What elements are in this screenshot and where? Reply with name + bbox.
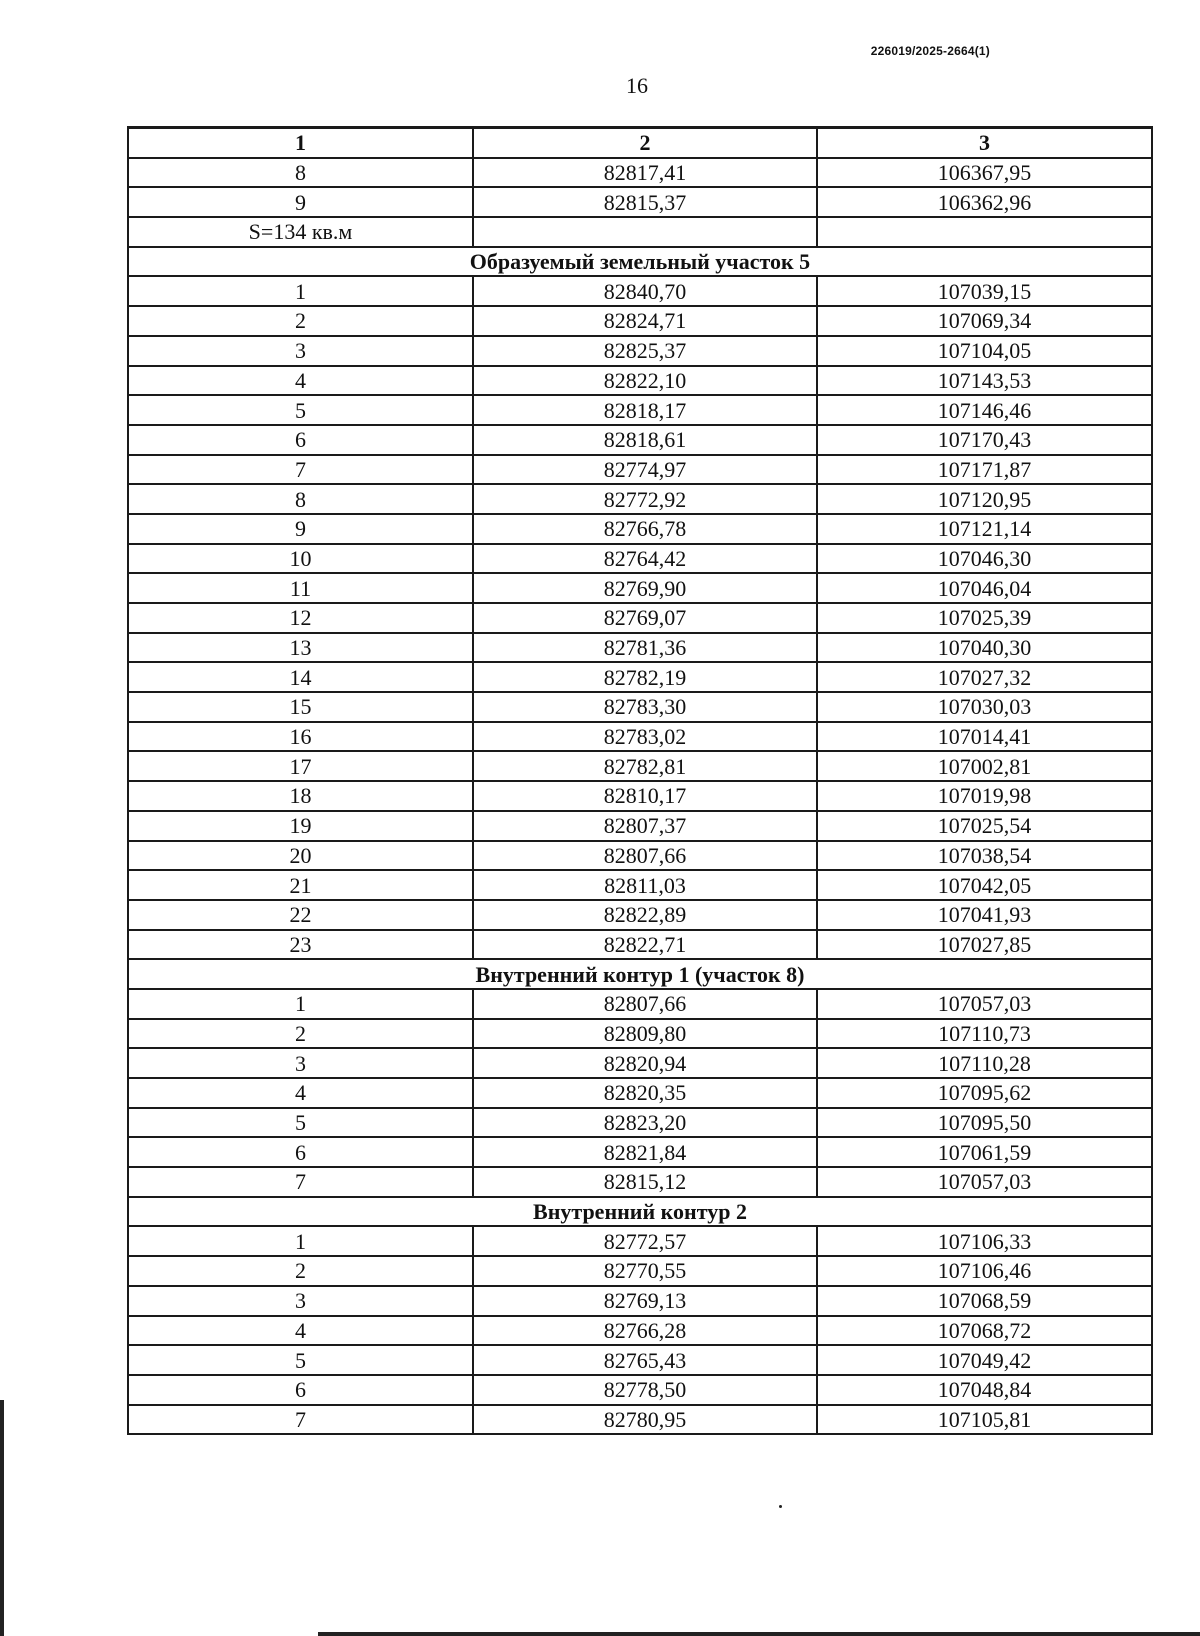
y-coordinate: 107110,28 bbox=[817, 1048, 1152, 1078]
table-row bbox=[128, 395, 1152, 425]
y-coordinate: 107046,04 bbox=[817, 573, 1152, 603]
table-row bbox=[128, 484, 1152, 514]
scan-dot bbox=[779, 1505, 782, 1508]
x-coordinate: 82818,61 bbox=[473, 425, 817, 455]
x-coordinate: 82825,37 bbox=[473, 336, 817, 366]
table-row bbox=[128, 455, 1152, 485]
x-coordinate: 82769,07 bbox=[473, 603, 817, 633]
section-title-row bbox=[128, 1197, 1152, 1227]
x-coordinate: 82815,12 bbox=[473, 1167, 817, 1197]
point-number: 12 bbox=[128, 603, 473, 633]
header-row bbox=[128, 128, 1152, 158]
y-coordinate: 107027,85 bbox=[817, 930, 1152, 960]
x-coordinate: 82780,95 bbox=[473, 1405, 817, 1435]
y-coordinate: 106362,96 bbox=[817, 187, 1152, 217]
x-coordinate: 82823,20 bbox=[473, 1108, 817, 1138]
y-coordinate: 107048,84 bbox=[817, 1375, 1152, 1405]
y-coordinate: 107104,05 bbox=[817, 336, 1152, 366]
x-coordinate: 82809,80 bbox=[473, 1019, 817, 1049]
table-row bbox=[128, 1375, 1152, 1405]
y-coordinate: 107041,93 bbox=[817, 900, 1152, 930]
point-number: 8 bbox=[128, 484, 473, 514]
x-coordinate: 82774,97 bbox=[473, 455, 817, 485]
y-coordinate: 106367,95 bbox=[817, 158, 1152, 188]
table-row bbox=[128, 1286, 1152, 1316]
x-coordinate: 82769,90 bbox=[473, 573, 817, 603]
y-coordinate: 107019,98 bbox=[817, 781, 1152, 811]
y-coordinate: 107049,42 bbox=[817, 1345, 1152, 1375]
point-number: 7 bbox=[128, 1405, 473, 1435]
x-coordinate: 82781,36 bbox=[473, 633, 817, 663]
x-coordinate: 82811,03 bbox=[473, 870, 817, 900]
x-coordinate: 82772,57 bbox=[473, 1226, 817, 1256]
table-row bbox=[128, 366, 1152, 396]
point-number: 8 bbox=[128, 158, 473, 188]
x-coordinate: 82782,81 bbox=[473, 751, 817, 781]
x-coordinate: 82783,02 bbox=[473, 722, 817, 752]
point-number: 23 bbox=[128, 930, 473, 960]
section-title: Внутренний контур 2 bbox=[128, 1197, 1152, 1227]
x-coordinate: 82766,78 bbox=[473, 514, 817, 544]
table-row bbox=[128, 811, 1152, 841]
table-row bbox=[128, 781, 1152, 811]
point-number: 2 bbox=[128, 1019, 473, 1049]
table-row bbox=[128, 514, 1152, 544]
table-row bbox=[128, 276, 1152, 306]
y-coordinate: 107120,95 bbox=[817, 484, 1152, 514]
point-number: 4 bbox=[128, 1316, 473, 1346]
table-row bbox=[128, 573, 1152, 603]
x-coordinate: 82818,17 bbox=[473, 395, 817, 425]
y-coordinate: 107105,81 bbox=[817, 1405, 1152, 1435]
point-number: 7 bbox=[128, 455, 473, 485]
y-coordinate: 107106,46 bbox=[817, 1256, 1152, 1286]
table-row bbox=[128, 1019, 1152, 1049]
coordinates-table bbox=[127, 126, 1153, 1435]
x-coordinate: 82770,55 bbox=[473, 1256, 817, 1286]
y-coordinate: 107002,81 bbox=[817, 751, 1152, 781]
x-coordinate: 82769,13 bbox=[473, 1286, 817, 1316]
point-number: 21 bbox=[128, 870, 473, 900]
document-number: 226019/2025-2664(1) bbox=[870, 44, 990, 58]
point-number: 18 bbox=[128, 781, 473, 811]
y-coordinate: 107040,30 bbox=[817, 633, 1152, 663]
y-coordinate: 107061,59 bbox=[817, 1137, 1152, 1167]
empty-cell bbox=[817, 217, 1152, 247]
area-label: S=134 кв.м bbox=[128, 217, 473, 247]
point-number: 6 bbox=[128, 425, 473, 455]
y-coordinate: 107014,41 bbox=[817, 722, 1152, 752]
point-number: 3 bbox=[128, 336, 473, 366]
x-coordinate: 82840,70 bbox=[473, 276, 817, 306]
coordinates-table-body bbox=[128, 128, 1152, 1435]
point-number: 4 bbox=[128, 366, 473, 396]
y-coordinate: 107143,53 bbox=[817, 366, 1152, 396]
y-coordinate: 107046,30 bbox=[817, 544, 1152, 574]
column-header-x: 2 bbox=[473, 128, 817, 158]
table-row bbox=[128, 306, 1152, 336]
x-coordinate: 82807,37 bbox=[473, 811, 817, 841]
point-number: 1 bbox=[128, 989, 473, 1019]
point-number: 16 bbox=[128, 722, 473, 752]
table-row bbox=[128, 930, 1152, 960]
table-row bbox=[128, 722, 1152, 752]
table-row bbox=[128, 870, 1152, 900]
point-number: 9 bbox=[128, 514, 473, 544]
point-number: 22 bbox=[128, 900, 473, 930]
section-title: Внутренний контур 1 (участок 8) bbox=[128, 959, 1152, 989]
x-coordinate: 82822,89 bbox=[473, 900, 817, 930]
table-row bbox=[128, 633, 1152, 663]
point-number: 9 bbox=[128, 187, 473, 217]
x-coordinate: 82764,42 bbox=[473, 544, 817, 574]
table-row bbox=[128, 1078, 1152, 1108]
table-row bbox=[128, 187, 1152, 217]
x-coordinate: 82766,28 bbox=[473, 1316, 817, 1346]
table-row bbox=[128, 603, 1152, 633]
table-row bbox=[128, 1256, 1152, 1286]
point-number: 15 bbox=[128, 692, 473, 722]
y-coordinate: 107025,39 bbox=[817, 603, 1152, 633]
table-row bbox=[128, 1137, 1152, 1167]
x-coordinate: 82782,19 bbox=[473, 662, 817, 692]
x-coordinate: 82820,94 bbox=[473, 1048, 817, 1078]
point-number: 1 bbox=[128, 276, 473, 306]
y-coordinate: 107069,34 bbox=[817, 306, 1152, 336]
y-coordinate: 107042,05 bbox=[817, 870, 1152, 900]
scan-edge-left bbox=[0, 1400, 4, 1636]
y-coordinate: 107025,54 bbox=[817, 811, 1152, 841]
y-coordinate: 107027,32 bbox=[817, 662, 1152, 692]
point-number: 10 bbox=[128, 544, 473, 574]
table-row bbox=[128, 1405, 1152, 1435]
y-coordinate: 107121,14 bbox=[817, 514, 1152, 544]
y-coordinate: 107110,73 bbox=[817, 1019, 1152, 1049]
y-coordinate: 107171,87 bbox=[817, 455, 1152, 485]
x-coordinate: 82822,71 bbox=[473, 930, 817, 960]
table-row bbox=[128, 841, 1152, 871]
table-row bbox=[128, 900, 1152, 930]
point-number: 5 bbox=[128, 1108, 473, 1138]
table-row bbox=[128, 692, 1152, 722]
y-coordinate: 107106,33 bbox=[817, 1226, 1152, 1256]
point-number: 3 bbox=[128, 1048, 473, 1078]
table-row bbox=[128, 1167, 1152, 1197]
section-title-row bbox=[128, 959, 1152, 989]
area-row bbox=[128, 217, 1152, 247]
x-coordinate: 82807,66 bbox=[473, 989, 817, 1019]
x-coordinate: 82783,30 bbox=[473, 692, 817, 722]
x-coordinate: 82820,35 bbox=[473, 1078, 817, 1108]
table-row bbox=[128, 989, 1152, 1019]
y-coordinate: 107057,03 bbox=[817, 1167, 1152, 1197]
point-number: 5 bbox=[128, 1345, 473, 1375]
point-number: 2 bbox=[128, 1256, 473, 1286]
y-coordinate: 107030,03 bbox=[817, 692, 1152, 722]
table-row bbox=[128, 336, 1152, 366]
y-coordinate: 107068,59 bbox=[817, 1286, 1152, 1316]
table-row bbox=[128, 751, 1152, 781]
y-coordinate: 107095,50 bbox=[817, 1108, 1152, 1138]
column-header-y: 3 bbox=[817, 128, 1152, 158]
table-row bbox=[128, 425, 1152, 455]
x-coordinate: 82815,37 bbox=[473, 187, 817, 217]
page-number: 16 bbox=[626, 73, 648, 98]
y-coordinate: 107095,62 bbox=[817, 1078, 1152, 1108]
table-row bbox=[128, 1316, 1152, 1346]
point-number: 14 bbox=[128, 662, 473, 692]
x-coordinate: 82822,10 bbox=[473, 366, 817, 396]
point-number: 7 bbox=[128, 1167, 473, 1197]
point-number: 20 bbox=[128, 841, 473, 871]
point-number: 11 bbox=[128, 573, 473, 603]
y-coordinate: 107057,03 bbox=[817, 989, 1152, 1019]
point-number: 17 bbox=[128, 751, 473, 781]
x-coordinate: 82824,71 bbox=[473, 306, 817, 336]
x-coordinate: 82765,43 bbox=[473, 1345, 817, 1375]
point-number: 4 bbox=[128, 1078, 473, 1108]
y-coordinate: 107039,15 bbox=[817, 276, 1152, 306]
point-number: 3 bbox=[128, 1286, 473, 1316]
table-row bbox=[128, 158, 1152, 188]
section-title: Образуемый земельный участок 5 bbox=[128, 247, 1152, 277]
table-row bbox=[128, 1345, 1152, 1375]
x-coordinate: 82778,50 bbox=[473, 1375, 817, 1405]
table-row bbox=[128, 662, 1152, 692]
point-number: 5 bbox=[128, 395, 473, 425]
y-coordinate: 107146,46 bbox=[817, 395, 1152, 425]
x-coordinate: 82821,84 bbox=[473, 1137, 817, 1167]
point-number: 19 bbox=[128, 811, 473, 841]
column-header-point: 1 bbox=[128, 128, 473, 158]
point-number: 1 bbox=[128, 1226, 473, 1256]
empty-cell bbox=[473, 217, 817, 247]
x-coordinate: 82810,17 bbox=[473, 781, 817, 811]
point-number: 2 bbox=[128, 306, 473, 336]
x-coordinate: 82807,66 bbox=[473, 841, 817, 871]
point-number: 6 bbox=[128, 1137, 473, 1167]
scan-edge-bottom bbox=[318, 1632, 1200, 1636]
table-row bbox=[128, 1226, 1152, 1256]
y-coordinate: 107170,43 bbox=[817, 425, 1152, 455]
point-number: 13 bbox=[128, 633, 473, 663]
table-row bbox=[128, 544, 1152, 574]
x-coordinate: 82772,92 bbox=[473, 484, 817, 514]
section-title-row bbox=[128, 247, 1152, 277]
table-row bbox=[128, 1108, 1152, 1138]
y-coordinate: 107038,54 bbox=[817, 841, 1152, 871]
x-coordinate: 82817,41 bbox=[473, 158, 817, 188]
point-number: 6 bbox=[128, 1375, 473, 1405]
y-coordinate: 107068,72 bbox=[817, 1316, 1152, 1346]
table-row bbox=[128, 1048, 1152, 1078]
